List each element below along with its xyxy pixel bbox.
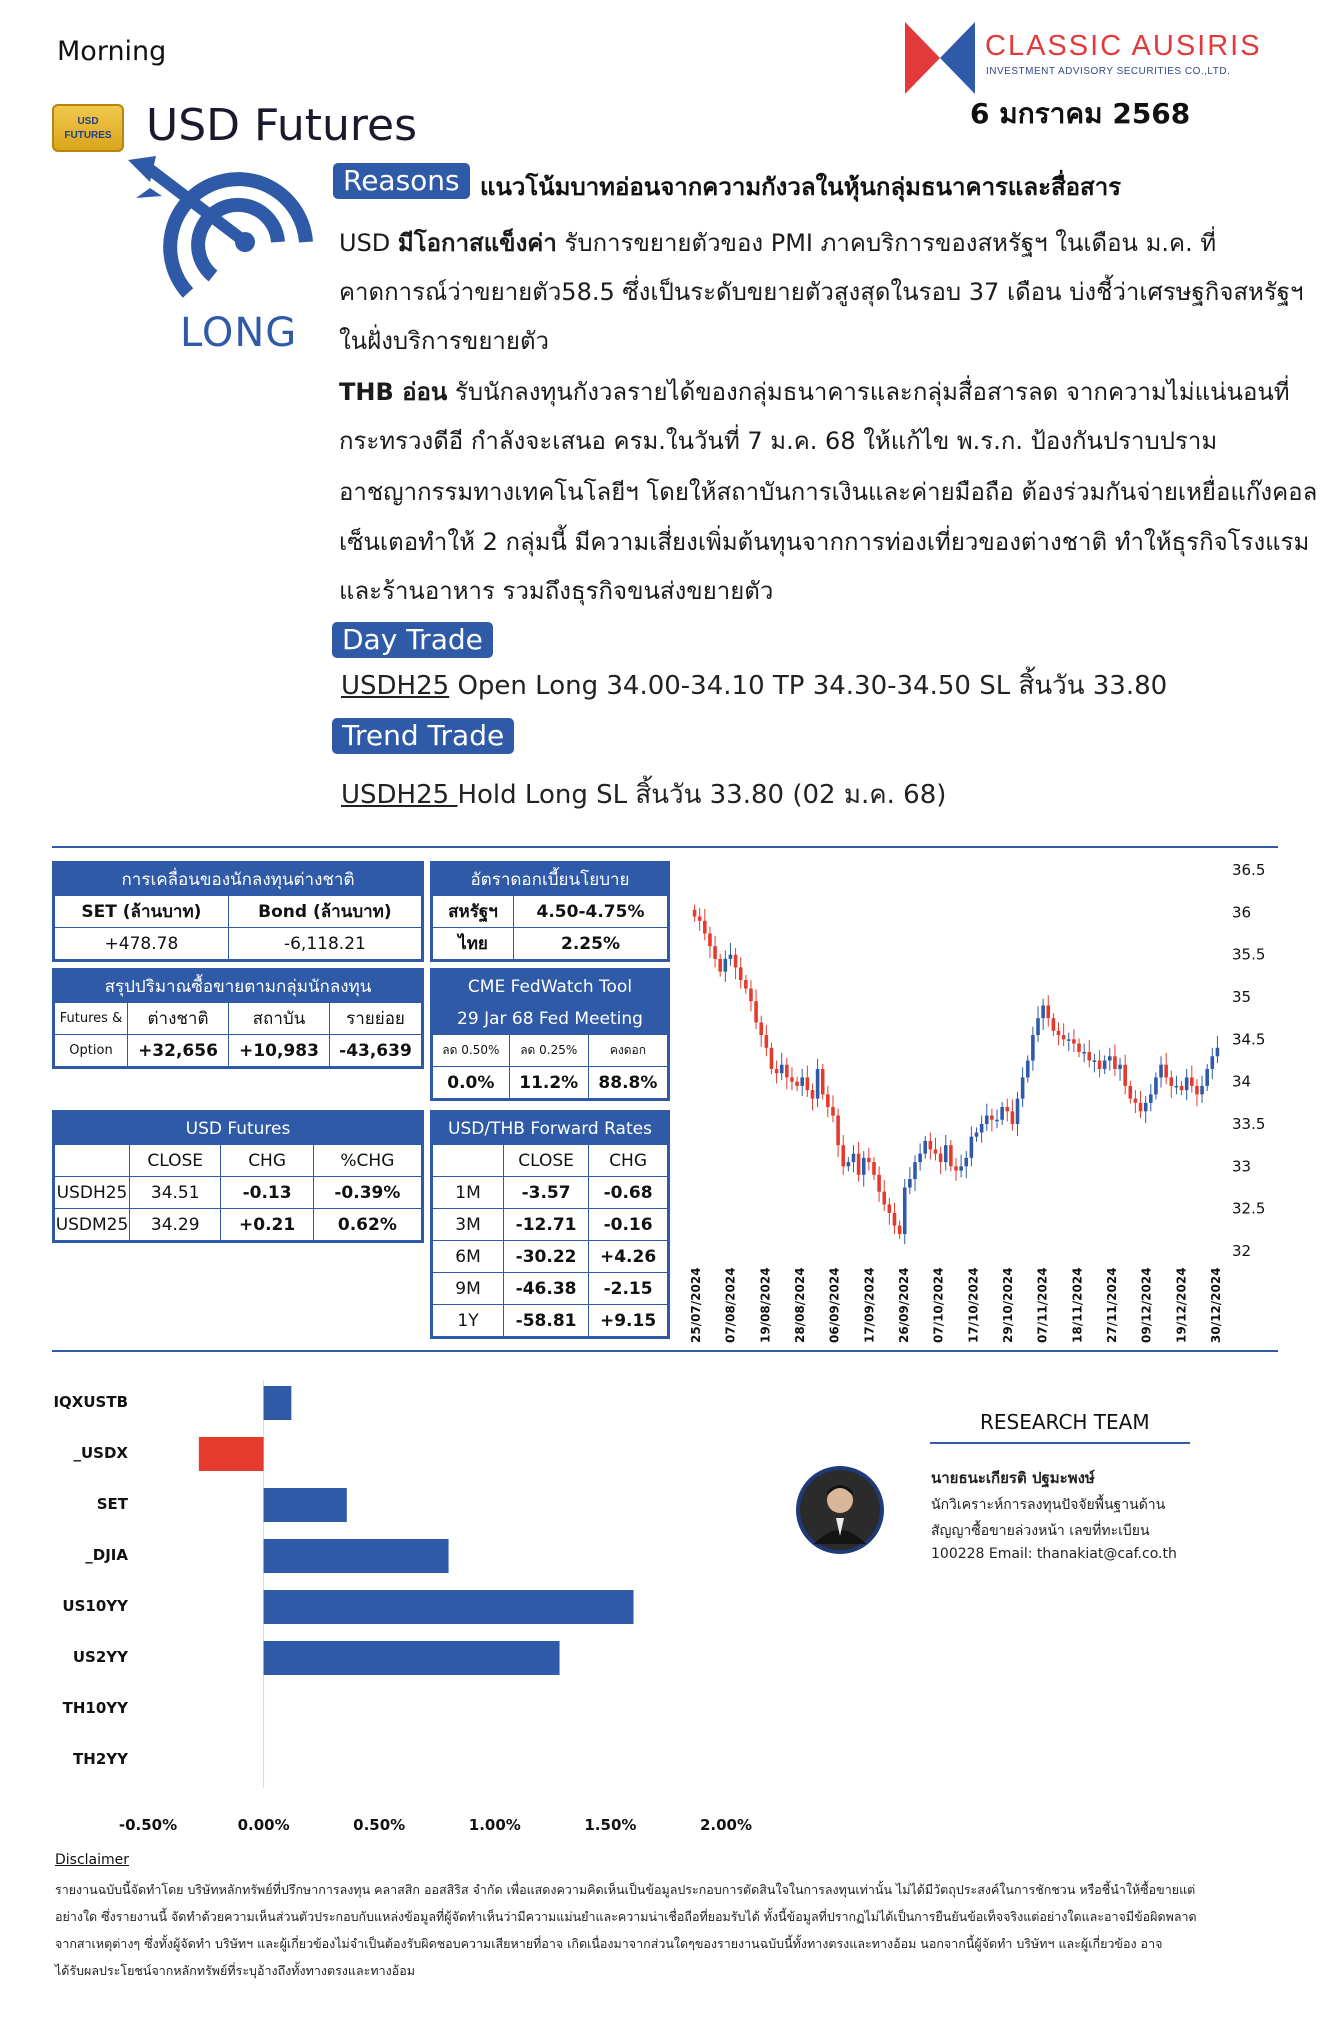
x-axis-tick-label: 17/09/2024 [862,1267,877,1343]
candle-body [811,1090,815,1098]
forward-close: -12.71 [504,1209,589,1241]
x-axis-tick-label: 19/12/2024 [1174,1267,1189,1343]
candle-body [1011,1111,1015,1124]
analyst-name: นายธนะเกียรติ ปฐมะพงษ์ [931,1469,1095,1487]
trend-trade-symbol: USDH25 [341,780,458,810]
usd-futures-header-chg: CHG [221,1145,313,1177]
y-axis-tick-label: 33 [1232,1157,1252,1176]
usd-futures-symbol: USDM25 [55,1209,130,1241]
candle-body [1205,1069,1209,1086]
company-logo [905,22,975,94]
candle-body [1082,1052,1086,1054]
y-axis-tick-label: 36 [1232,903,1252,922]
day-trade-text: Open Long 34.00-34.10 TP 34.30-34.50 SL สิ้นวัน 33.80 [449,671,1168,701]
candle-body [770,1048,774,1069]
bar [264,1488,347,1522]
candle-body [734,955,738,968]
candle-body [1190,1077,1194,1085]
candle-body [954,1166,958,1170]
forward-chg: -0.68 [589,1177,668,1209]
candle-body [862,1158,866,1175]
disclaimer-line-4: ได้รับผลประโยชน์จากหลักทรัพย์ที่ระบุอ้างถึงทั้งทางตรงและทางอ้อม [55,1963,415,1978]
section-divider-top [52,846,1278,848]
section-divider-bottom [52,1350,1278,1352]
policy-rate-title: อัตราดอกเบี้ยนโยบาย [433,864,668,896]
candle-body [964,1158,968,1166]
candle-body [1005,1107,1009,1111]
candle-body [1211,1056,1215,1069]
foreign-flow-bond-value: -6,118.21 [228,928,421,960]
bar-category-label: _USDX [73,1444,128,1462]
forward-close: -30.22 [504,1241,589,1273]
investor-row-label-1: Futures & [55,1003,128,1035]
foreign-flow-header-bond: Bond (ล้านบาท) [228,896,421,928]
usd-text-1: รับการขยายตัวของ PMI ภาคบริการของสหรัฐฯ ในเดือน ม.ค. ที่ [556,229,1217,257]
candle-body [990,1116,994,1120]
candle-body [985,1116,989,1124]
trend-trade-text: Hold Long SL สิ้นวัน 33.80 (02 ม.ค. 68) [457,780,947,810]
usd-futures-pchg: -0.39% [313,1177,421,1209]
candle-body [1185,1077,1189,1090]
candle-body [934,1149,938,1153]
forward-rates-table [430,1110,670,1339]
candle-body [857,1154,861,1175]
candle-body [882,1192,886,1205]
investor-header-retail: รายย่อย [329,1003,421,1035]
candle-body [744,980,748,988]
table-row [433,1273,668,1305]
fedwatch-cut25-value: 11.2% [509,1067,588,1099]
investor-summary-title: สรุปปริมาณซื้อขายตามกลุ่มนักลงทุน [55,971,422,1003]
foreign-flow-header-set: SET (ล้านบาท) [55,896,229,928]
candle-body [1103,1061,1107,1069]
candle-body [903,1188,907,1235]
candle-body [759,1022,763,1035]
research-team-title: RESEARCH TEAM [980,1410,1150,1434]
x-axis-tick-label: 07/08/2024 [723,1267,738,1343]
investor-header-institution: สถาบัน [228,1003,329,1035]
usd-futures-chg: +0.21 [221,1209,313,1241]
candle-body [1098,1061,1102,1069]
day-trade-line [341,665,1167,706]
analyst-avatar [796,1466,884,1554]
candle-body [693,910,697,917]
y-axis-tick-label: 35.5 [1232,945,1266,964]
policy-rate-value: 2.25% [514,928,668,960]
bar-category-label: US10YY [62,1597,128,1615]
candle-body [929,1141,933,1149]
day-trade-symbol: USDH25 [341,671,450,701]
disclaimer-line-2: อย่างใด ซึ่งรายงานนี้ จัดทำด้วยความเห็นส่วนตัวประกอบกับแหล่งข้อมูลที่ผู้จัดทำเห็นว่ามีความแม่นยำและความน่าเชื่อถือที่ยอมรับได้ ทั้งนี้ข้อมูลที่ปรากฏไม่ได้เป็นการยืนยันข้อเท็จจริงแต่อย่างใดและอาจมีข้อผิดพลาด [55,1909,1197,1924]
usd-paragraph-line-2: คาดการณ์ว่าขยายตัว58.5 ซึ่งเป็นระดับขยายตัวสูงสุดในรอบ 37 เดือน บ่งชี้ว่าเศรษฐกิจสหรัฐฯ [339,278,1304,306]
y-axis-tick-label: 32.5 [1232,1199,1266,1218]
report-date: 6 มกราคม 2568 [970,97,1191,130]
fedwatch-hold-value: 88.8% [588,1067,667,1099]
candle-body [995,1120,999,1122]
candle-body [1067,1039,1071,1041]
candle-body [852,1154,856,1162]
candle-body [795,1082,799,1086]
thb-paragraph-line-1 [339,372,1290,411]
day-trade-tag: Day Trade [332,622,493,658]
target-icon [128,158,313,298]
candle-body [872,1162,876,1175]
candle-body [908,1179,912,1187]
badge-text: USD FUTURES [64,116,112,141]
candle-body [775,1069,779,1073]
candle-body [836,1116,840,1146]
position-label: LONG [180,310,298,356]
x-axis-tick-label: 19/08/2024 [758,1267,773,1343]
x-axis-tick-label: 28/08/2024 [793,1267,807,1343]
table-row [433,1177,668,1209]
table-row [433,1305,668,1337]
candle-body [1077,1044,1081,1052]
candle-body [975,1132,979,1136]
candle-body [867,1158,871,1162]
candle-body [1057,1031,1061,1035]
candle-body [1000,1107,1004,1120]
candle-body [800,1077,804,1085]
forward-tenor: 1M [433,1177,504,1209]
forward-chg: -2.15 [589,1273,668,1305]
bar-category-label: SET [96,1495,128,1513]
candle-body [1093,1061,1097,1063]
candle-body [893,1213,897,1226]
x-axis-tick-label: 30/12/2024 [1209,1267,1223,1343]
candle-body [708,934,712,947]
page-title: USD Futures [146,100,418,151]
bar [264,1641,560,1675]
session-label: Morning [57,36,167,67]
x-axis-tick-label: 2.00% [699,1816,753,1834]
x-axis-tick-label: 25/07/2024 [689,1267,703,1343]
forward-close: -46.38 [504,1273,589,1305]
candle-body [698,917,702,921]
person-icon [796,1466,884,1554]
usd-futures-close: 34.51 [130,1177,221,1209]
bar-category-label: TH2YY [73,1750,128,1768]
usd-paragraph-line-3: ในฝั่งบริการขยายตัว [339,327,549,355]
forward-header-blank [433,1145,504,1177]
candle-body [1026,1061,1030,1078]
candle-body [1128,1086,1132,1099]
candle-body [790,1077,794,1081]
table-row [433,1241,668,1273]
forward-tenor: 1Y [433,1305,504,1337]
bar [264,1590,634,1624]
policy-rate-country: สหรัฐฯ [433,896,514,928]
candle-body [1046,1005,1050,1018]
bar-category-label: IQXUSTB [53,1393,128,1411]
candle-body [1149,1094,1153,1102]
candle-body [729,955,733,959]
candle-body [1108,1056,1112,1060]
fedwatch-header-cut25: ลด 0.25% [509,1035,588,1067]
candle-body [780,1065,784,1073]
disclaimer-title: Disclaimer [55,1852,130,1868]
candle-body [913,1162,917,1179]
candle-body [923,1141,927,1154]
forward-chg: +4.26 [589,1241,668,1273]
candle-body [1200,1086,1204,1094]
candle-body [1175,1086,1179,1088]
analyst-role: นักวิเคราะห์การลงทุนปัจจัยพื้นฐานด้าน [931,1497,1166,1513]
x-axis-tick-label: 27/11/2024 [1105,1267,1119,1343]
disclaimer-line-3: จากสาเหตุต่างๆ ซึ่งทั้งผู้จัดทำ บริษัทฯ และผู้เกี่ยวข้องไม่จำเป็นต้องรับผิดชอบความเสียหายที่อาจ เกิดเนื่องมาจากส่วนใดๆของรายงานฉบับนี้ทั้งทางตรงและทางอ้อม นอกจากนี้ผู้จัดทำ บริษัทฯ และผู้เกี่ยวข้อง อาจ [55,1936,1163,1951]
table-row [433,1209,668,1241]
investor-foreign-value: +32,656 [128,1035,229,1067]
candle-body [1170,1077,1174,1085]
forward-header-chg: CHG [589,1145,668,1177]
forward-header-close: CLOSE [504,1145,589,1177]
candle-body [1036,1018,1040,1035]
policy-rate-country: ไทย [433,928,514,960]
candle-body [847,1162,851,1166]
table-row [55,1177,422,1209]
candle-body [749,989,753,1002]
candle-body [765,1035,769,1048]
candle-body [949,1145,953,1166]
forward-close: -3.57 [504,1177,589,1209]
investor-institution-value: +10,983 [228,1035,329,1067]
bar-category-label: _DJIA [85,1546,128,1564]
candle-body [1021,1077,1025,1098]
candle-body [1134,1099,1138,1103]
thb-paragraph-line-4: เซ็นเตอทำให้ 2 กลุ่มนี้ มีความเสี่ยงเพิ่มต้นทุนจากการท่องเที่ยวของต่างชาติ ทำให้ธุรกิจโรงแรม [339,528,1310,556]
x-axis-tick-label: 06/09/2024 [827,1267,842,1343]
forward-chg: +9.15 [589,1305,668,1337]
analyst-detail: สัญญาซื้อขายล่วงหน้า เลขที่ทะเบียน [931,1523,1150,1539]
x-axis-tick-label: 0.00% [237,1816,290,1834]
thb-bold: THB อ่อน [339,378,448,406]
analyst-contact: 100228 Email: thanakiat@caf.co.th [931,1546,1177,1562]
x-axis-tick-label: 1.00% [468,1816,521,1834]
candle-body [841,1145,845,1166]
candle-body [898,1226,902,1234]
y-axis-tick-label: 32 [1232,1242,1252,1260]
thb-text-1: รับนักลงทุนกังวลรายได้ของกลุ่มธนาคารและกลุ่มสื่อสารลด จากความไม่แน่นอนที่ [447,378,1290,406]
candle-body [1144,1103,1148,1111]
candle-body [1180,1086,1184,1090]
candle-body [1195,1086,1199,1094]
bar [264,1386,292,1420]
candle-body [1139,1103,1143,1111]
candle-body [1216,1048,1220,1056]
forward-close: -58.81 [504,1305,589,1337]
forward-tenor: 6M [433,1241,504,1273]
x-axis-tick-label: 09/12/2024 [1139,1267,1154,1343]
foreign-flow-set-value: +478.78 [55,928,229,960]
bar-category-label: US2YY [72,1648,128,1666]
candle-body [1087,1052,1091,1060]
policy-rate-value: 4.50-4.75% [514,896,668,928]
forward-tenor: 3M [433,1209,504,1241]
policy-rate-table [430,861,670,962]
candle-body [944,1145,948,1162]
candle-body [1031,1035,1035,1060]
fedwatch-header-hold: คงดอก [588,1035,667,1067]
candle-body [1062,1035,1066,1039]
candle-body [821,1069,825,1094]
trend-trade-line [341,774,946,815]
fedwatch-header-cut50: ลด 0.50% [433,1035,510,1067]
fedwatch-title: CME FedWatch Tool [433,971,668,1003]
fedwatch-subtitle: 29 Jar 68 Fed Meeting [433,1003,668,1035]
x-axis-tick-label: 0.50% [353,1816,406,1834]
research-divider [930,1442,1190,1444]
reasons-tag: Reasons [333,163,470,199]
candle-body [816,1069,820,1099]
candle-body [1118,1065,1122,1069]
candle-body [1041,1005,1045,1018]
usd-futures-chg: -0.13 [221,1177,313,1209]
candle-body [1159,1065,1163,1078]
usd-futures-close: 34.29 [130,1209,221,1241]
candle-body [1123,1065,1127,1086]
thb-paragraph-line-5: และร้านอาหาร รวมถึงธุรกิจขนส่งขยายตัว [339,577,774,605]
usd-futures-header-pchg: %CHG [313,1145,421,1177]
candle-body [1113,1056,1117,1069]
x-axis-tick-label: -0.50% [118,1816,178,1834]
usd-futures-header-close: CLOSE [130,1145,221,1177]
x-axis-tick-label: 18/11/2024 [1070,1267,1085,1343]
usd-futures-pchg: 0.62% [313,1209,421,1241]
candle-body [1052,1018,1056,1031]
market-change-bar-chart [40,1370,780,1834]
candle-body [980,1124,984,1132]
candle-body [806,1077,810,1090]
candle-body [939,1154,943,1162]
candle-body [718,959,722,972]
candle-body [888,1204,892,1212]
candle-body [785,1065,789,1078]
brand-name: CLASSIC AUSIRIS [985,30,1262,62]
y-axis-tick-label: 35 [1232,988,1252,1006]
candle-body [826,1094,830,1107]
reasons-headline: แนวโน้มบาทอ่อนจากความกังวลในหุ้นกลุ่มธนาคารและสื่อสาร [480,173,1122,201]
fedwatch-table [430,968,670,1101]
bar [264,1539,449,1573]
usd-bold: มีโอกาสแข็งค่า [397,229,557,257]
foreign-flow-table [52,861,424,962]
investor-row-label-2: Option [55,1035,128,1067]
usd-futures-table [52,1110,424,1243]
candle-body [724,959,728,972]
y-axis-tick-label: 33.5 [1232,1115,1266,1133]
candle-body [918,1154,922,1162]
candle-body [877,1175,881,1192]
x-axis-tick-label: 07/11/2024 [1035,1267,1050,1343]
candle-body [970,1137,974,1158]
fedwatch-cut50-value: 0.0% [433,1067,510,1099]
bar [199,1437,264,1471]
candle-body [1154,1077,1158,1094]
y-axis-tick-label: 34 [1232,1072,1252,1091]
candle-body [703,921,707,934]
investor-retail-value: -43,639 [329,1035,421,1067]
usd-futures-badge-icon [52,104,124,152]
trend-trade-tag: Trend Trade [332,718,514,754]
x-axis-tick-label: 26/09/2024 [897,1267,911,1343]
x-axis-tick-label: 07/10/2024 [931,1267,946,1343]
candle-body [831,1107,835,1115]
candle-body [1164,1065,1168,1078]
usd-thb-candlestick-chart [680,858,1280,1360]
forward-tenor: 9M [433,1273,504,1305]
usd-futures-table-title: USD Futures [55,1113,422,1145]
investor-summary-table [52,968,424,1069]
candle-body [1016,1099,1020,1124]
brand-subtitle: INVESTMENT ADVISORY SECURITIES CO.,LTD. [986,66,1231,77]
usd-paragraph-line-1 [339,223,1216,262]
thb-paragraph-line-2: กระทรวงดีอี กำลังจะเสนอ ครม.ในวันที่ 7 ม.ค. 68 ให้แก้ไข พ.ร.ก. ป้องกันปราบปราม [339,427,1218,455]
usd-futures-symbol: USDH25 [55,1177,130,1209]
investor-header-foreign: ต่างชาติ [128,1003,229,1035]
candle-body [1072,1039,1076,1043]
x-axis-tick-label: 29/10/2024 [1001,1267,1015,1343]
y-axis-tick-label: 36.5 [1232,861,1266,879]
forward-rates-title: USD/THB Forward Rates [433,1113,668,1145]
candle-body [754,1001,758,1022]
thb-paragraph-line-3: อาชญากรรมทางเทคโนโลยีฯ โดยให้สถาบันการเงินและค่ายมือถือ ต้องร่วมกันจ่ายเหยื่อแก๊งคอล [339,478,1318,506]
y-axis-tick-label: 34.5 [1232,1030,1266,1049]
candle-body [713,946,717,959]
table-row [55,1209,422,1241]
disclaimer-line-1: รายงานฉบับนี้จัดทำโดย บริษัทหลักทรัพย์ที่ปรึกษาการลงทุน คลาสสิก ออสสิริส จำกัด เพื่อแสดงความคิดเห็นเป็นข้อมูลประกอบการตัดสินใจในการลงทุนเท่านั้น ไม่ได้มีวัตถุประสงค์ในการชักชวน หรือชี้นำให้ซื้อขายแต่ [55,1882,1196,1897]
x-axis-tick-label: 17/10/2024 [966,1267,981,1343]
candle-body [739,967,743,980]
candle-body [959,1166,963,1170]
usd-prefix: USD [339,229,398,257]
x-axis-tick-label: 1.50% [584,1816,637,1834]
bar-category-label: TH10YY [62,1699,128,1717]
foreign-flow-title: การเคลื่อนของนักลงทุนต่างชาติ [55,864,422,896]
forward-chg: -0.16 [589,1209,668,1241]
usd-futures-header-blank [55,1145,130,1177]
